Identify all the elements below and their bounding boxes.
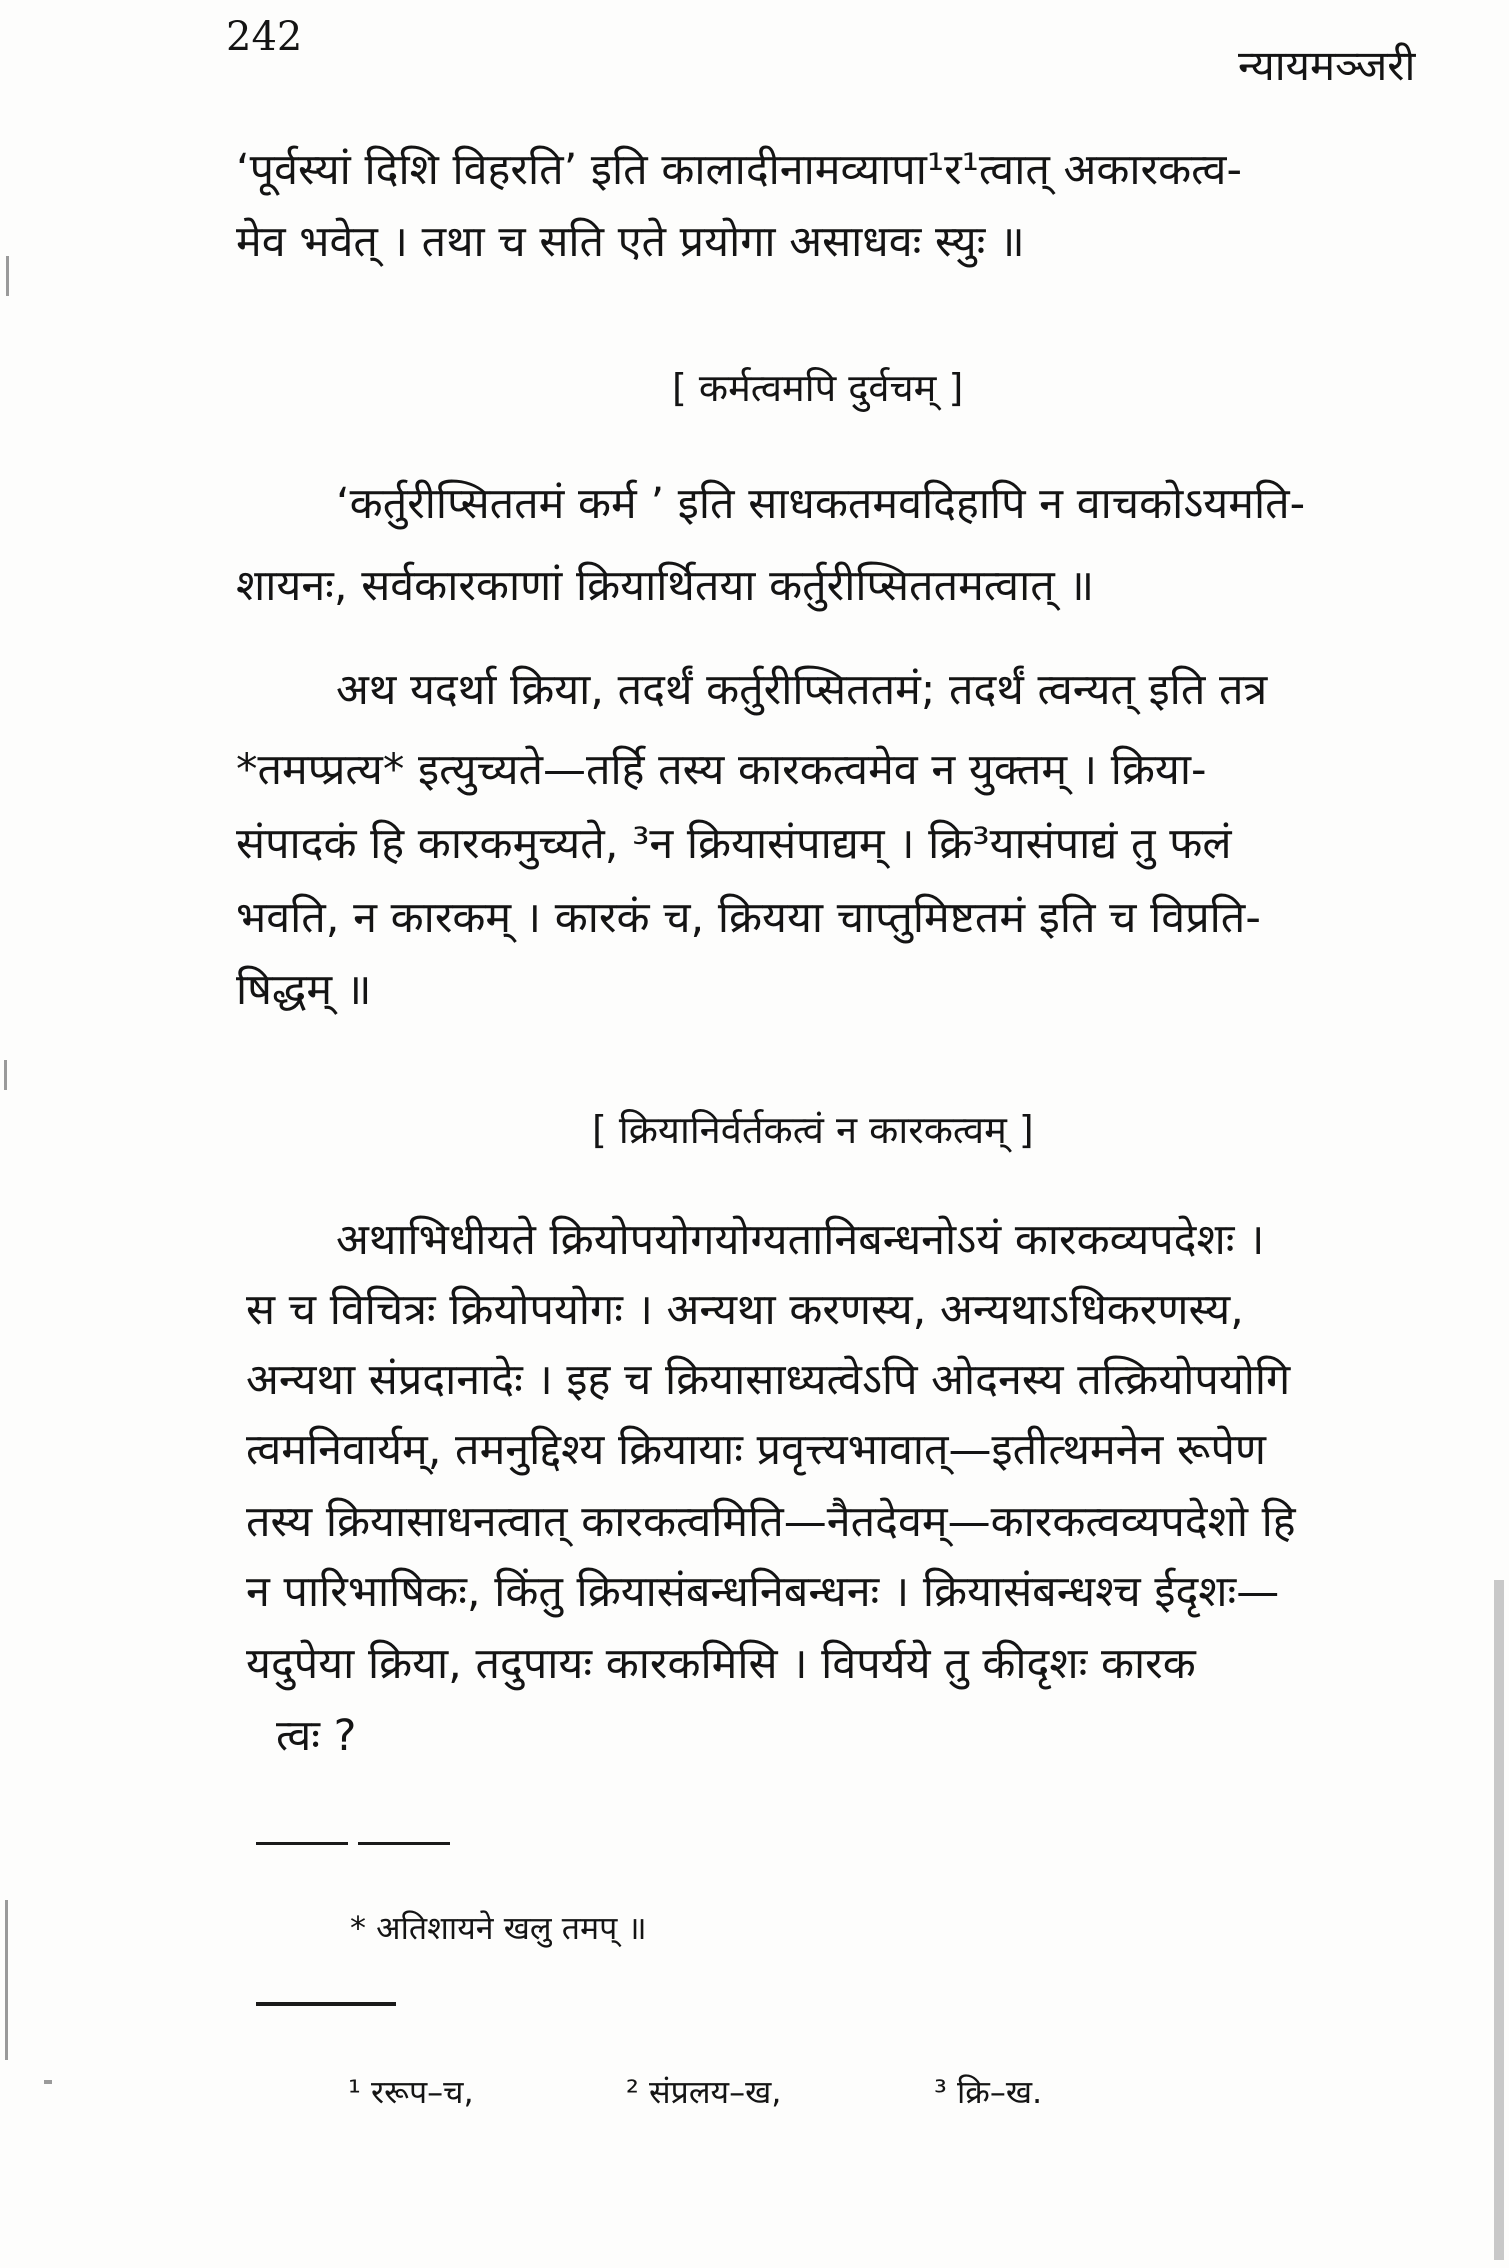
- text-line: भवति, न कारकम् । कारकं च, क्रियया चाप्तुमिष्टतमं इति च विप्रति-: [236, 893, 1261, 943]
- text-line: त्वमनिवार्यम्, तमनुद्दिश्य क्रियायाः प्रवृत्त्यभावात्—इतीत्थमनेन रूपेण: [246, 1425, 1266, 1475]
- footnote-rule: [256, 1842, 348, 1845]
- text-line: त्वः ?: [276, 1711, 357, 1761]
- text-line: *तमप्प्रत्य* इत्युच्यते—तर्हि तस्य कारकत्वमेव न युक्तम् । क्रिया-: [236, 745, 1207, 795]
- footnote-rule: [256, 2002, 396, 2006]
- scan-speck: [44, 2080, 52, 2084]
- scan-speck: [6, 256, 9, 296]
- section-heading: [ कर्मत्वमपि दुर्वचम् ]: [672, 366, 964, 410]
- running-head: न्यायमञ्जरी: [1238, 41, 1416, 90]
- text-line: स च विचित्रः क्रियोपयोगः । अन्यथा करणस्य, अन्यथाऽधिकरणस्य,: [246, 1285, 1244, 1335]
- scan-edge: [1494, 1580, 1504, 2260]
- scan-speck: [4, 1060, 7, 1090]
- page-number: 242: [226, 14, 303, 60]
- text-line: न पारिभाषिकः, किंतु क्रियासंबन्धनिबन्धनः । क्रियासंबन्धश्च ईदृशः—: [246, 1567, 1280, 1617]
- text-line: अन्यथा संप्रदानादेः । इह च क्रियासाध्यत्वेऽपि ओदनस्य तत्क्रियोपयोगि: [246, 1355, 1291, 1405]
- text-line: शायनः, सर्वकारकाणां क्रियार्थितया कर्तुरीप्सिततमत्वात् ॥: [236, 561, 1095, 611]
- variant-reading: ³ क्रि–ख.: [934, 2073, 1043, 2111]
- text-line: अथ यदर्था क्रिया, तदर्थं कर्तुरीप्सिततमं; तदर्थं त्वन्यत् इति तत्र: [336, 665, 1268, 715]
- section-heading: [ क्रियानिर्वर्तकत्वं न कारकत्वम् ]: [592, 1108, 1034, 1152]
- text-line: संपादकं हि कारकमुच्यते, ³न क्रियासंपाद्यम् । क्रि³यासंपाद्यं तु फलं: [236, 819, 1232, 869]
- scan-speck: [5, 1900, 8, 2060]
- text-line: अथाभिधीयते क्रियोपयोगयोग्यतानिबन्धनोऽयं कारकव्यपदेशः ।: [336, 1215, 1265, 1265]
- text-line: षिद्धम् ॥: [236, 965, 372, 1015]
- footnote-note: * अतिशायने खलु तमप् ॥: [350, 1909, 647, 1947]
- text-line: ‘पूर्वस्यां दिशि विहरति’ इति कालादीनामव्यापा¹र¹त्वात् अकारकत्व-: [236, 145, 1242, 195]
- text-line: मेव भवेत् । तथा च सति एते प्रयोगा असाधवः स्युः ॥: [236, 217, 1025, 267]
- variant-reading: ² संप्रलय–ख,: [626, 2073, 782, 2111]
- text-line: यदुपेया क्रिया, तदुपायः कारकमिसि । विपर्यये तु कीदृशः कारक: [246, 1639, 1196, 1689]
- text-line: ‘कर्तुरीप्सिततमं कर्म ’ इति साधकतमवदिहापि न वाचकोऽयमति-: [336, 479, 1306, 529]
- text-line: तस्य क्रियासाधनत्वात् कारकत्वमिति—नैतदेवम्—कारकत्वव्यपदेशो हि: [246, 1497, 1296, 1547]
- variant-reading: ¹ ररूप–च,: [348, 2073, 474, 2111]
- footnote-rule: [358, 1842, 450, 1845]
